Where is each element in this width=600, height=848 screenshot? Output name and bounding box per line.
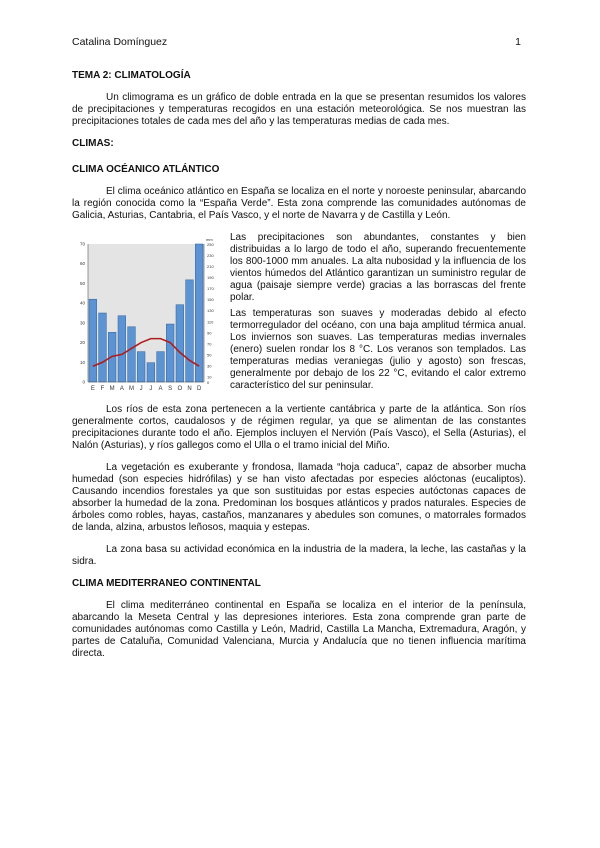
left-tick-label: 70: [79, 241, 85, 247]
atlantico-paragraph-4: Los ríos de esta zona pertenecen a la vertiente cantábrica y parte de la atlántica. Son ríos generalmente cortos, caudalosos y de régimen regular, ya que se alimentan de las constantes precipitaciones durante todo el año. Ejemplos incluyen el Nervión (País Vasco), el Sella (Asturias), el Nalón (Asturias), y ríos gallegos como el Ulla o el tramo inicial del Miño.: [72, 404, 526, 451]
right-tick-label: 250: [207, 242, 214, 247]
month-label: J: [149, 386, 153, 392]
atlantico-paragraph-6: La zona basa su actividad económica en la industria de la madera, la leche, las castañas y la sidra.: [72, 544, 526, 567]
right-tick-label: 50: [207, 352, 212, 358]
month-label: M: [129, 386, 134, 392]
right-tick-label: 110: [207, 319, 214, 325]
author-name: Catalina Domínguez: [72, 36, 168, 48]
precip-bar-4: [128, 327, 136, 382]
right-tick-label: 0: [207, 380, 210, 385]
precip-bar-10: [186, 280, 194, 382]
right-tick-label: 170: [207, 286, 214, 292]
left-tick-label: 0: [82, 379, 85, 385]
precip-bar-9: [176, 305, 184, 382]
tema-title: TEMA 2: CLIMATOLOGÍA: [72, 70, 191, 81]
precip-bar-6: [147, 363, 155, 382]
precip-bar-0: [89, 299, 97, 382]
precip-bar-8: [166, 324, 174, 382]
atlantico-paragraph-5: La vegetación es exuberante y frondosa, llamada “hoja caduca”, capaz de absorber mucha humedad (son especies hidrófilas) y se han visto afectadas por especies alóctonas (eucaliptos). Causando incendios forestales ya que son sustituidas por estas especies autóctonas capaces de absorber la humedad de la zona. Predominan los bosques atlánticos y prados naturales. Especies de árboles como robles, hayas, castaños, manzanares y abedules son comunes, o matorrales formados de landa, alzina, arbustos leñosos, maquia y estepas.: [72, 462, 526, 533]
right-tick-label: 10: [207, 374, 212, 380]
right-tick-label: 70: [207, 341, 212, 347]
left-tick-label: 40: [79, 300, 85, 306]
right-tick-label: 230: [207, 253, 214, 259]
month-label: A: [158, 386, 163, 392]
month-label: M: [109, 386, 115, 392]
precip-bar-7: [157, 352, 165, 382]
left-tick-label: 30: [79, 320, 85, 326]
intro-paragraph: Un climograma es un gráfico de doble entrada en la que se presentan resumidos los valores de precipitaciones y temperaturas recogidos en una estación meteorológica. Se nos muestran las precipitaciones totales de cada mes del año y las temperaturas medias de cada mes.: [72, 92, 526, 127]
mediterraneo-paragraph-1: El clima mediterráneo continental en España se localiza en el interior de la península, abarcando la Meseta Central y las depresiones interiores. Esta zona comprende gran parte de comunidades autónomas como Castilla y León, Madrid, Castilla La Mancha, Extremadura, Aragón, y partes de Cataluña, Comunidad Valenciana, Murcia y Andalucía que no tienen influencia marítima directa.: [72, 600, 526, 659]
month-label: O: [177, 386, 183, 392]
atlantico-paragraph-1: El clima oceánico atlántico en España se localiza en el norte y noroeste peninsular, abarcando la región conocida como la “España Verde”. Esta zona comprende las comunidades autónomas de Galicia, Asturias, Cantabria, el País Vasco, y el norte de Navarra y de Castilla y León.: [72, 186, 526, 221]
left-tick-label: 10: [79, 359, 85, 365]
mediterraneo-heading: CLIMA MEDITERRANEO CONTINENTAL: [72, 578, 261, 589]
right-tick-label: 210: [207, 264, 214, 270]
month-label: J: [139, 386, 143, 392]
precip-bar-5: [137, 352, 145, 382]
month-label: A: [119, 386, 124, 392]
right-tick-label: 90: [207, 330, 212, 336]
atlantico-paragraph-2: Las precipitaciones son abundantes, constantes y bien distribuidas a lo largo de todo el año, superando frecuentemente los 800-1000 mm anuales. La alta nubosidad y la influencia de los vientos húmedos del Atlántico garantizan un suministro regular de agua (paisaje siempre verde) gracias a las borrascas del frente polar.: [230, 232, 526, 303]
left-tick-label: 50: [79, 280, 85, 286]
document-body: [72, 70, 526, 660]
month-label: N: [187, 386, 192, 392]
precip-bar-3: [118, 316, 126, 382]
page-header: [72, 36, 521, 48]
precip-bar-1: [99, 313, 107, 382]
left-tick-label: 60: [79, 261, 85, 267]
right-tick-label: 130: [207, 308, 214, 314]
month-label: E: [90, 386, 95, 392]
month-label: D: [196, 386, 202, 392]
climograph-chart: [72, 234, 222, 394]
climas-heading: CLIMAS:: [72, 138, 114, 149]
precip-bar-11: [195, 244, 203, 382]
chart-block: [72, 232, 526, 394]
right-tick-label: 190: [207, 275, 214, 281]
page-number: 1: [515, 36, 521, 48]
right-tick-label: 150: [207, 297, 214, 303]
month-label: F: [100, 386, 105, 392]
right-tick-label: 30: [207, 363, 212, 369]
left-tick-label: 20: [79, 340, 85, 346]
atlantico-heading: CLIMA OCÉANICO ATLÁNTICO: [72, 164, 220, 175]
atlantico-paragraph-3: Las temperaturas son suaves y moderadas debido al efecto termorregulador del océano, con una baja amplitud térmica anual. Los inviernos son suaves. Las temperaturas medias invernales (enero) suelen rondar los 8 °C. Los veranos son templados. Las temperaturas medias veraniegas (julio y agosto) son frescas, generalmente por debajo de los 22 °C, evitando el calor extremo característico del sur peninsular.: [230, 308, 526, 391]
month-label: S: [168, 386, 173, 392]
right-axis-unit: mm: [206, 237, 213, 242]
